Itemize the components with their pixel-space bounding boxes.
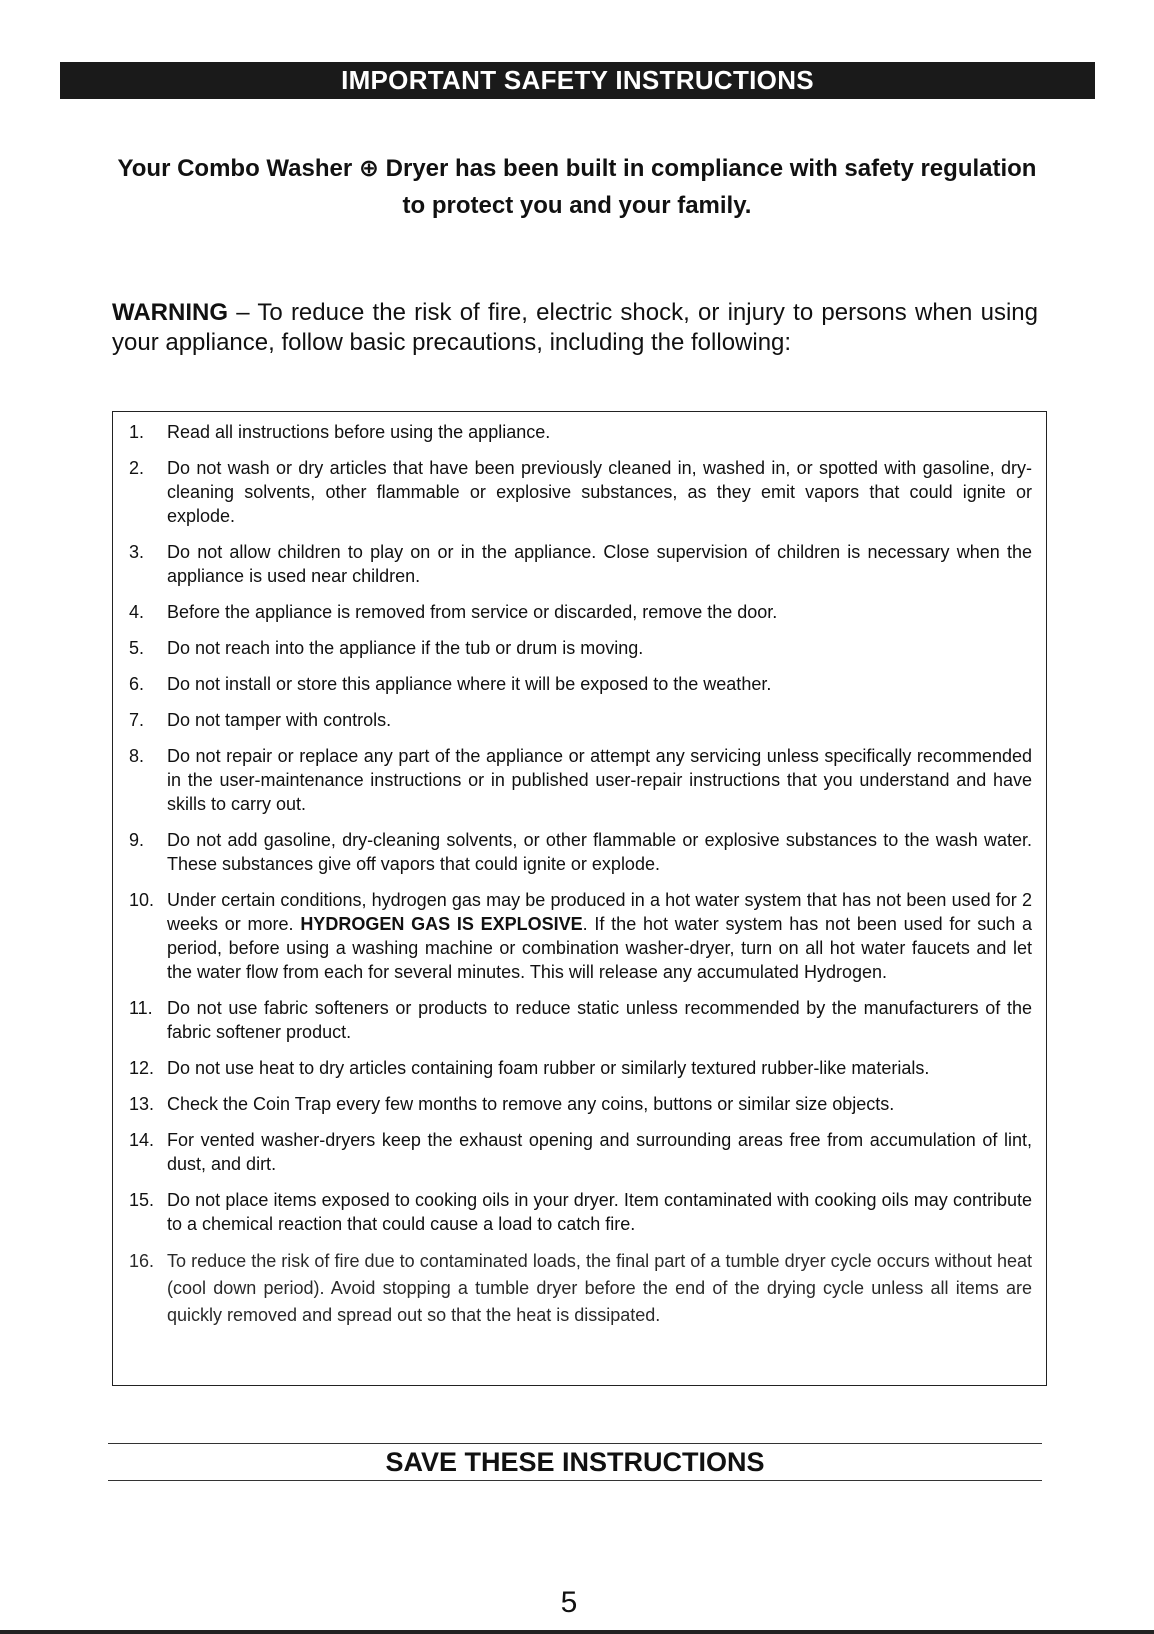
item-text: Do not wash or dry articles that have been previously cleaned in, washed in, or spotted with gasoline, dry-cleaning solvents, other flammable or explosive substances, as they emit vapors that could ignite or explode.	[167, 458, 1032, 526]
item-number: 5.	[129, 638, 145, 658]
hydrogen-warning-emphasis: HYDROGEN GAS IS EXPLOSIVE	[300, 914, 583, 934]
item-number: 7.	[129, 710, 145, 730]
list-item	[129, 456, 1032, 528]
list-item	[129, 540, 1032, 588]
list-item	[129, 708, 1032, 732]
item-text: Read all instructions before using the appliance.	[167, 422, 551, 442]
intro-line-1: Your Combo Washer ⊕ Dryer has been built in compliance with safety regulation	[117, 155, 1037, 182]
warning-paragraph	[112, 298, 1038, 358]
item-number: 6.	[129, 674, 145, 694]
page-bottom-edge	[0, 1630, 1154, 1634]
item-text: Check the Coin Trap every few months to remove any coins, buttons or similar size objects.	[167, 1094, 895, 1114]
item-number: 1.	[129, 422, 145, 442]
item-number: 15.	[129, 1190, 155, 1210]
list-item	[129, 888, 1032, 984]
item-text: Do not repair or replace any part of the appliance or attempt any servicing unless specifically recommended in the user-maintenance instructions or in published user-repair instructions that you understand and have skills to carry out.	[167, 746, 1032, 814]
list-item	[129, 636, 1032, 660]
item-text-part: Under certain conditions, hydrogen gas may be produced in a hot water system that has not been used for 2 weeks or more.	[167, 890, 1032, 934]
list-item	[129, 600, 1032, 624]
item-text: To reduce the risk of fire due to contaminated loads, the final part of a tumble dryer cycle occurs without heat (cool down period). Avoid stopping a tumble dryer before the end of the drying cycle unless all items are quickly removed and spread out so that the heat is dissipated.	[167, 1251, 1032, 1325]
list-item	[129, 996, 1032, 1044]
item-number: 13.	[129, 1094, 155, 1114]
item-text: Do not place items exposed to cooking oils in your dryer. Item contaminated with cooking oils may contribute to a chemical reaction that could cause a load to catch fire.	[167, 1190, 1032, 1234]
page-number: 5	[560, 1586, 578, 1619]
safety-instructions-box	[112, 411, 1047, 1386]
warning-label: WARNING	[112, 299, 228, 326]
item-number: 3.	[129, 542, 145, 562]
item-number: 14.	[129, 1130, 155, 1150]
list-item	[129, 1056, 1032, 1080]
safety-instructions-list	[113, 412, 1046, 1329]
item-text: Do not use fabric softeners or products to reduce static unless recommended by the manufacturers of the fabric softener product.	[167, 998, 1032, 1042]
list-item	[129, 672, 1032, 696]
item-number: 11.	[129, 998, 153, 1018]
list-item	[129, 1188, 1032, 1236]
page-header-bar: IMPORTANT SAFETY INSTRUCTIONS	[60, 62, 1095, 99]
item-text: Do not add gasoline, dry-cleaning solvents, or other flammable or explosive substances to the wash water. These substances give off vapors that could ignite or explode.	[167, 830, 1032, 874]
list-item	[129, 420, 1032, 444]
item-text-part: . If the hot water system has not been used for such a period, before using a washing machine or combination washer-dryer, turn on all hot water faucets and let the water flow from each for several minutes. This will release any accumulated Hydrogen.	[167, 914, 1032, 982]
list-item	[129, 1248, 1032, 1329]
item-text	[167, 888, 1032, 984]
item-number: 12.	[129, 1058, 155, 1078]
item-number: 2.	[129, 458, 145, 478]
save-instructions-heading: SAVE THESE INSTRUCTIONS	[385, 1447, 765, 1477]
item-text: Before the appliance is removed from service or discarded, remove the door.	[167, 602, 778, 622]
item-number: 9.	[129, 830, 145, 850]
list-item	[129, 828, 1032, 876]
item-text: Do not use heat to dry articles containing foam rubber or similarly textured rubber-like materials.	[167, 1058, 930, 1078]
save-divider-bottom	[108, 1480, 1042, 1481]
item-number: 10.	[129, 890, 155, 910]
save-divider-top	[108, 1443, 1042, 1444]
item-text: Do not install or store this appliance where it will be exposed to the weather.	[167, 674, 772, 694]
item-text: For vented washer-dryers keep the exhaust opening and surrounding areas free from accumulation of lint, dust, and dirt.	[167, 1130, 1032, 1174]
item-number: 4.	[129, 602, 145, 622]
list-item	[129, 744, 1032, 816]
list-item	[129, 1092, 1032, 1116]
intro-line-2: to protect you and your family.	[402, 192, 752, 219]
item-number: 8.	[129, 746, 145, 766]
intro-statement	[40, 150, 1114, 224]
item-number: 16.	[129, 1251, 155, 1271]
item-text: Do not tamper with controls.	[167, 710, 392, 730]
item-text: Do not allow children to play on or in the appliance. Close supervision of children is necessary when the appliance is used near children.	[167, 542, 1032, 586]
warning-text: – To reduce the risk of fire, electric shock, or injury to persons when using your appliance, follow basic precautions, including the following:	[112, 299, 1038, 356]
item-text: Do not reach into the appliance if the tub or drum is moving.	[167, 638, 644, 658]
list-item	[129, 1128, 1032, 1176]
